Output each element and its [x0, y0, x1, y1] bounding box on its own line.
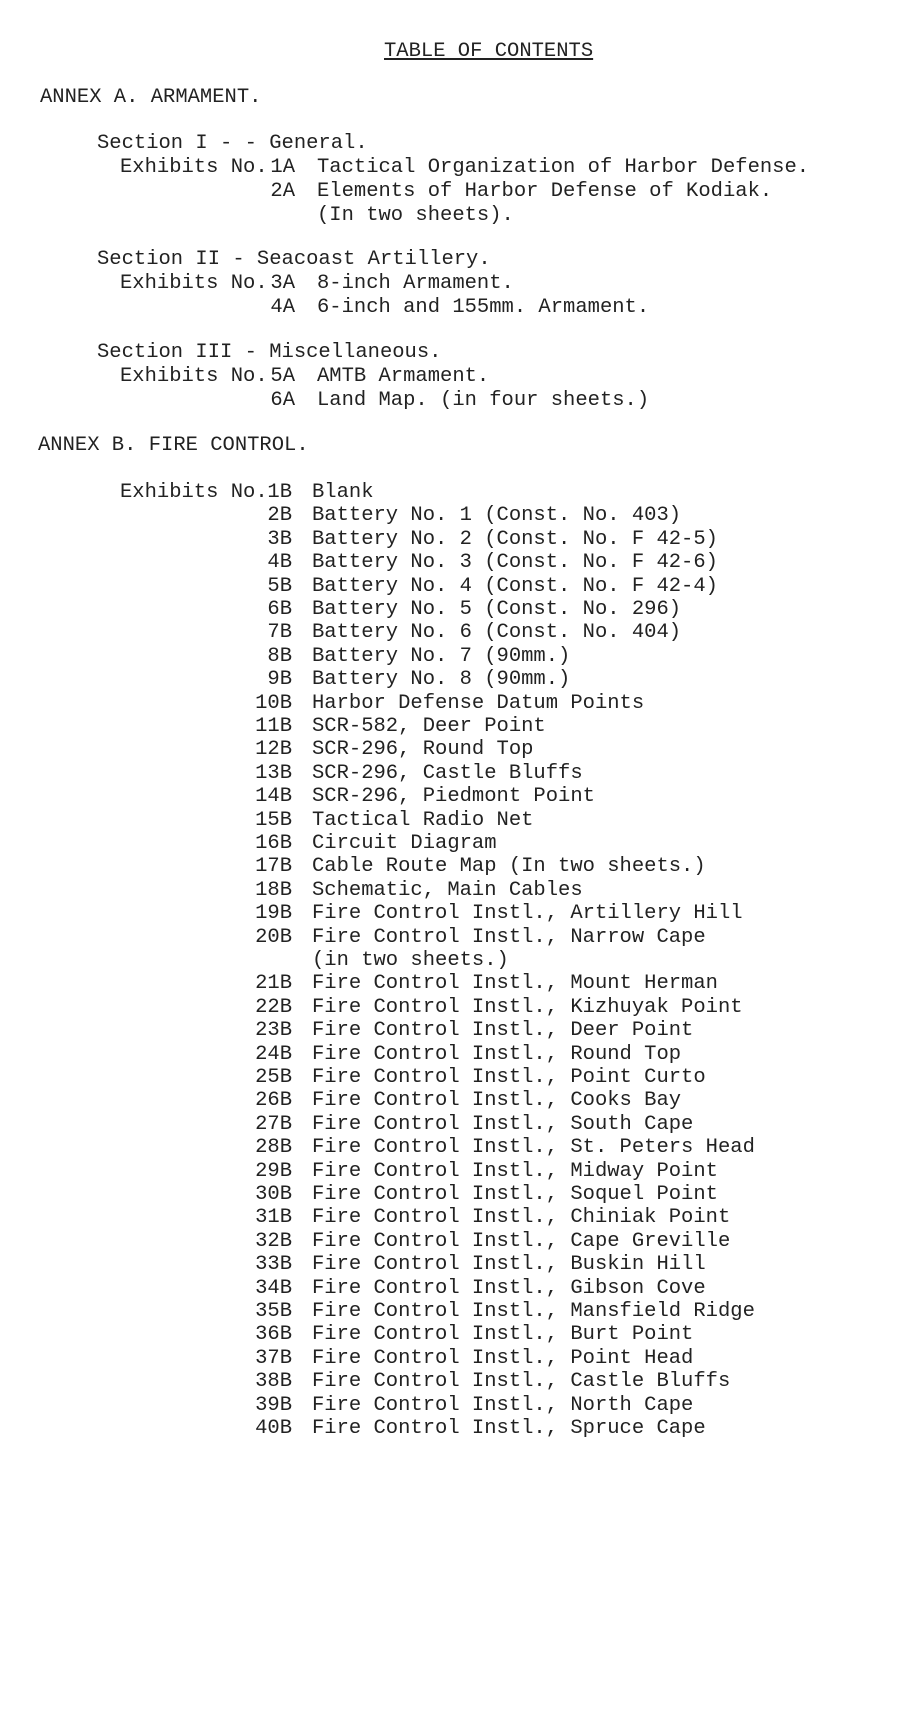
exhibit-title: Fire Control Instl., Deer Point [312, 1019, 694, 1043]
exhibit-number: 22B [255, 995, 292, 1019]
exhibit-title: Battery No. 5 (Const. No. 296) [312, 598, 682, 621]
exhibit-title: 6-inch and 155mm. Armament. [317, 296, 650, 319]
exhibit-number: 16B [255, 832, 292, 855]
exhibit-title: Land Map. (in four sheets.) [317, 389, 650, 412]
exhibit-number: 11B [255, 715, 292, 738]
exhibit-title: Elements of Harbor Defense of Kodiak. [317, 180, 773, 203]
exhibit-title-continued: (In two sheets). [317, 204, 514, 227]
exhibit-title: Fire Control Instl., St. Peters Head [312, 1136, 755, 1160]
exhibit-title: 8-inch Armament. [317, 272, 514, 295]
exhibit-title: Battery No. 7 (90mm.) [312, 644, 571, 668]
exhibit-title: Fire Control Instl., North Cape [312, 1393, 694, 1417]
exhibits-prefix: Exhibits No. [120, 365, 268, 388]
exhibit-title: Blank [312, 481, 374, 504]
exhibit-title: Battery No. 4 (Const. No. F 42-4) [312, 574, 718, 598]
exhibit-title: Tactical Organization of Harbor Defense. [317, 156, 810, 179]
exhibit-title: Circuit Diagram [312, 832, 497, 855]
exhibit-title: Fire Control Instl., Cape Greville [312, 1229, 731, 1253]
exhibit-number: 2B [267, 504, 292, 528]
exhibit-title: Fire Control Instl., Chiniak Point [312, 1206, 731, 1230]
exhibit-number: 33B [255, 1253, 292, 1277]
exhibit-number: 40B [255, 1417, 292, 1440]
exhibit-title: Battery No. 1 (Const. No. 403) [312, 504, 682, 528]
exhibit-title: Fire Control Instl., Round Top [312, 1042, 682, 1066]
exhibit-title: Fire Control Instl., Burt Point [312, 1323, 694, 1347]
exhibit-title: Fire Control Instl., Cooks Bay [312, 1089, 682, 1113]
exhibit-title: SCR-296, Castle Bluffs [312, 761, 583, 785]
exhibit-number: 29B [255, 1159, 292, 1183]
exhibit-number: 5A [270, 365, 295, 388]
exhibits-prefix: Exhibits No. [120, 156, 268, 179]
exhibit-number: 7B [267, 621, 292, 645]
page-title: TABLE OF CONTENTS [384, 40, 594, 63]
exhibit-number: 21B [255, 972, 292, 996]
exhibit-title: Fire Control Instl., Castle Bluffs [312, 1370, 731, 1394]
exhibit-number: 28B [255, 1136, 292, 1160]
exhibit-number: 24B [255, 1042, 292, 1066]
exhibit-number: 1A [270, 156, 295, 179]
exhibit-number: 25B [255, 1066, 292, 1089]
exhibit-number: 17B [255, 855, 292, 879]
exhibit-number: 13B [255, 761, 292, 785]
exhibit-number: 1B [267, 481, 292, 504]
exhibit-number: 31B [255, 1206, 292, 1230]
exhibit-number: 3B [267, 527, 292, 551]
exhibit-title: Harbor Defense Datum Points [312, 691, 645, 715]
exhibit-title: Fire Control Instl., Spruce Cape [312, 1417, 706, 1440]
exhibits-prefix: Exhibits No. [120, 481, 268, 504]
exhibit-number: 34B [255, 1276, 292, 1300]
exhibit-number: 32B [255, 1229, 292, 1253]
exhibit-title-continued: (in two sheets.) [312, 949, 509, 972]
exhibit-number: 37B [255, 1346, 292, 1370]
exhibit-number: 12B [255, 738, 292, 762]
exhibit-number: 5B [267, 574, 292, 598]
exhibit-title: Fire Control Instl., Point Head [312, 1346, 694, 1370]
exhibit-title: Battery No. 8 (90mm.) [312, 668, 571, 692]
exhibit-number: 19B [255, 902, 292, 926]
exhibit-number: 27B [255, 1112, 292, 1136]
exhibit-number: 30B [255, 1183, 292, 1206]
exhibit-title: AMTB Armament. [317, 365, 490, 388]
exhibit-title: Fire Control Instl., Mount Herman [312, 972, 718, 996]
exhibit-number: 4B [267, 551, 292, 575]
exhibit-number: 26B [255, 1089, 292, 1113]
exhibit-number: 35B [255, 1300, 292, 1323]
section-heading: Section I - - General. [97, 132, 368, 155]
exhibit-number: 4A [270, 296, 295, 319]
exhibit-title: Fire Control Instl., Point Curto [312, 1066, 706, 1089]
annex-a-heading: ANNEX A. ARMAMENT. [40, 86, 262, 109]
exhibit-title: Fire Control Instl., Soquel Point [312, 1183, 718, 1206]
exhibits-prefix: Exhibits No. [120, 272, 268, 295]
annex-b-heading: ANNEX B. FIRE CONTROL. [38, 434, 309, 457]
exhibit-number: 10B [255, 691, 292, 715]
exhibit-number: 38B [255, 1370, 292, 1394]
exhibit-title: Fire Control Instl., Mansfield Ridge [312, 1300, 755, 1323]
exhibit-title: Cable Route Map (In two sheets.) [312, 855, 706, 879]
exhibit-title: Tactical Radio Net [312, 808, 534, 832]
exhibit-title: Battery No. 2 (Const. No. F 42-5) [312, 527, 718, 551]
exhibit-title: Fire Control Instl., Buskin Hill [312, 1253, 706, 1277]
exhibit-number: 6A [270, 389, 295, 412]
exhibit-number: 2A [270, 180, 295, 203]
section-heading: Section III - Miscellaneous. [97, 341, 442, 364]
exhibit-title: Fire Control Instl., South Cape [312, 1112, 694, 1136]
exhibit-number: 14B [255, 785, 292, 809]
exhibit-number: 8B [267, 644, 292, 668]
exhibit-number: 18B [255, 878, 292, 902]
exhibit-title: SCR-296, Round Top [312, 738, 534, 762]
exhibit-title: Schematic, Main Cables [312, 878, 583, 902]
exhibit-number: 39B [255, 1393, 292, 1417]
exhibit-number: 9B [267, 668, 292, 692]
exhibit-title: Fire Control Instl., Midway Point [312, 1159, 718, 1183]
exhibit-number: 23B [255, 1019, 292, 1043]
exhibit-number: 36B [255, 1323, 292, 1347]
exhibit-title: Fire Control Instl., Gibson Cove [312, 1276, 706, 1300]
section-heading: Section II - Seacoast Artillery. [97, 248, 491, 271]
exhibit-title: Fire Control Instl., Artillery Hill [312, 902, 743, 926]
exhibit-title: Battery No. 3 (Const. No. F 42-6) [312, 551, 718, 575]
exhibit-number: 6B [267, 598, 292, 621]
exhibit-title: SCR-296, Piedmont Point [312, 785, 595, 809]
exhibit-title: SCR-582, Deer Point [312, 715, 546, 738]
exhibit-title: Fire Control Instl., Kizhuyak Point [312, 995, 743, 1019]
exhibit-number: 3A [270, 272, 295, 295]
exhibit-title: Battery No. 6 (Const. No. 404) [312, 621, 682, 645]
exhibit-title: Fire Control Instl., Narrow Cape [312, 925, 706, 949]
exhibit-number: 15B [255, 808, 292, 832]
exhibit-number: 20B [255, 925, 292, 949]
